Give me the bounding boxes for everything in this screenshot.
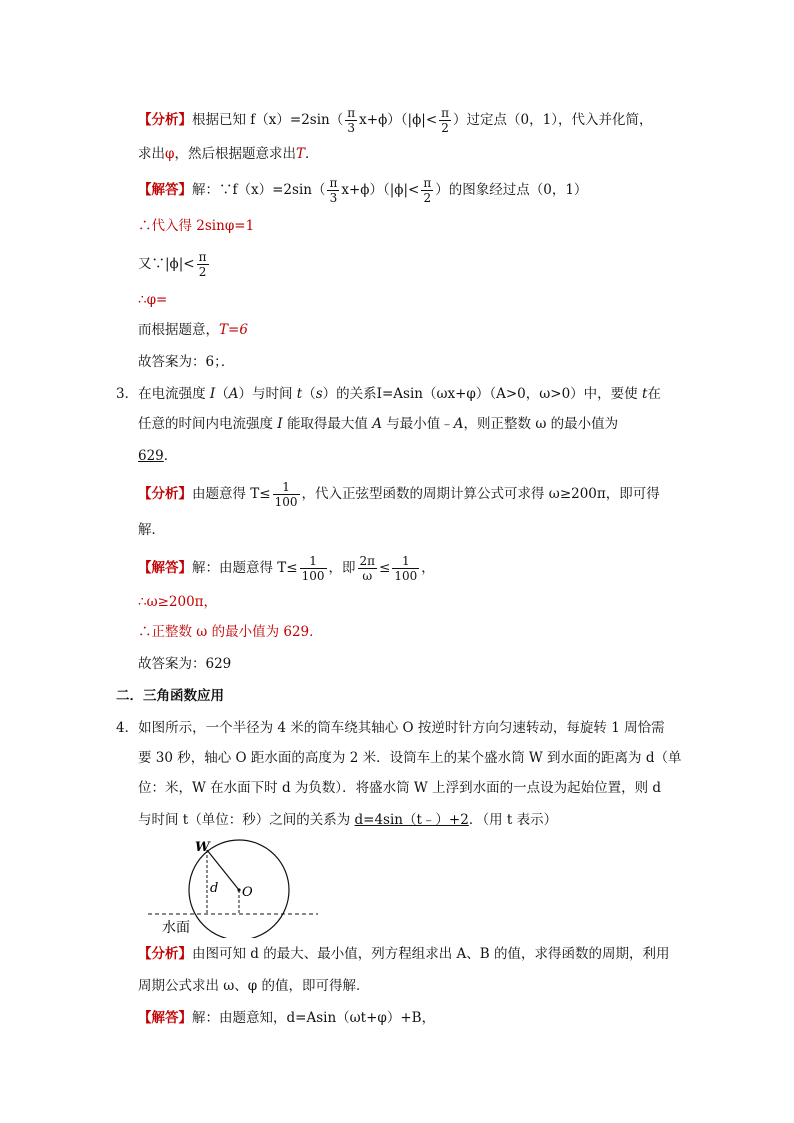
analysis-tag: 【分析】 <box>138 112 192 128</box>
label-d: d <box>210 881 219 896</box>
answer-blank: d=4sin（t﹣）+2 <box>354 812 469 828</box>
section-heading: 二．三角函数应用 <box>116 688 224 704</box>
p3-solution-line: 【解答】解：由题意得 T≤ $\frac{1}{100}$ ，即 $\frac{2\pi}{\omega}$ ≤ $\frac{1}{100}$ ， <box>138 554 435 583</box>
p2-step-1: ∴代入得 2sinφ=1 <box>138 218 255 234</box>
solution-tag: 【解答】 <box>138 560 192 576</box>
p3-question-line-2: 任意的时间内电流强度 I 能取得最大值 A 与最小值﹣A，则正整数 ω 的最小值为 <box>138 416 619 432</box>
p2-answer: 故答案为：6；． <box>138 354 235 370</box>
fraction-1-over-100: $\frac{1}{100}$ <box>301 554 325 583</box>
p4-question-line-3: 位：米，W 在水面下时 d 为负数）．将盛水筒 W 上浮到水面的一点设为起始位置，则 d <box>138 780 662 796</box>
p4-question-line-4: 与时间 t（单位：秒）之间的关系为 d=4sin（t﹣）+2．（用 t 表示） <box>138 812 558 828</box>
p3-analysis-line: 【分析】由题意得 T≤ $\frac{1}{100}$ ，代入正弦型函数的周期计算公式可求得 ω≥200π，即可得 <box>138 480 660 509</box>
analysis-tag: 【分析】 <box>138 946 192 962</box>
p4-solution-line: 【解答】解：由题意知，d=Asin（ωt+φ）+B， <box>138 1010 436 1026</box>
solution-tag: 【解答】 <box>138 182 192 198</box>
p3-question-line-3: 629． <box>138 448 178 464</box>
label-O: O <box>242 885 253 900</box>
analysis-tag: 【分析】 <box>138 486 192 502</box>
p4-analysis-line-2: 周期公式求出 ω、φ 的值，即可得解． <box>138 978 370 994</box>
p3-analysis-line-2: 解． <box>138 522 165 538</box>
p2-analysis-line: 【分析】根据已知 f（x）=2sin（ $\frac{\pi}{3}$ x+ϕ）（|ϕ|< $\frac{\pi}{2}$ ）过定点（0，1），代入并化简， <box>138 106 653 135</box>
p2-step-4: 而根据题意，T=6 <box>138 322 248 338</box>
water-wheel-figure <box>148 832 318 938</box>
fraction-1-over-100: $\frac{1}{100}$ <box>394 554 418 583</box>
label-water: 水面 <box>162 920 190 936</box>
fraction-pi-over-3: $\frac{\pi}{3}$ <box>347 106 356 135</box>
p4-question-line-1: 4．如图所示，一个半径为 4 米的筒车绕其轴心 O 按逆时针方向匀速转动，每旋转 1 周恰需 <box>116 720 665 736</box>
fraction-pi-over-2: $\frac{\pi}{2}$ <box>198 250 207 279</box>
p4-analysis-line: 【分析】由图可知 d 的最大、最小值，列方程组求出 A、B 的值，求得函数的周期，利用 <box>138 946 670 962</box>
fraction-pi-over-2: $\frac{\pi}{2}$ <box>441 106 450 135</box>
solution-tag: 【解答】 <box>138 1010 192 1026</box>
center-point <box>237 888 240 891</box>
answer-blank: 629 <box>138 448 164 464</box>
p2-analysis-line-2: 求出φ，然后根据题意求出T． <box>138 146 319 162</box>
p2-solution-line: 【解答】解：∵f（x）=2sin（ $\frac{\pi}{3}$ x+ϕ）（|ϕ|< $\frac{\pi}{2}$ ）的图象经过点（0，1） <box>138 176 588 205</box>
label-W: W <box>195 840 210 855</box>
fraction-pi-over-2: $\frac{\pi}{2}$ <box>423 176 432 205</box>
p2-step-3: ∴φ= <box>138 292 168 308</box>
p3-question-line-1: 3．在电流强度 I（A）与时间 t（s）的关系I=Asin（ωx+φ）（A>0，ω>0）中，要使 t在 <box>116 386 661 402</box>
p3-answer: 故答案为：629 <box>138 656 232 672</box>
p3-step-1: ∴ω≥200π， <box>138 594 218 610</box>
p4-question-line-2: 要 30 秒，轴心 O 距水面的高度为 2 米．设筒车上的某个盛水筒 W 到水面的距离为 d（单 <box>138 750 682 766</box>
fraction-1-over-100: $\frac{1}{100}$ <box>274 480 298 509</box>
p2-step-2: 又∵|ϕ|< $\frac{\pi}{2}$ <box>138 250 207 279</box>
fraction-2pi-over-omega: $\frac{2\pi}{\omega}$ <box>359 554 376 583</box>
p3-step-2: ∴正整数 ω 的最小值为 629． <box>138 624 323 640</box>
fraction-pi-over-3: $\frac{\pi}{3}$ <box>329 176 338 205</box>
